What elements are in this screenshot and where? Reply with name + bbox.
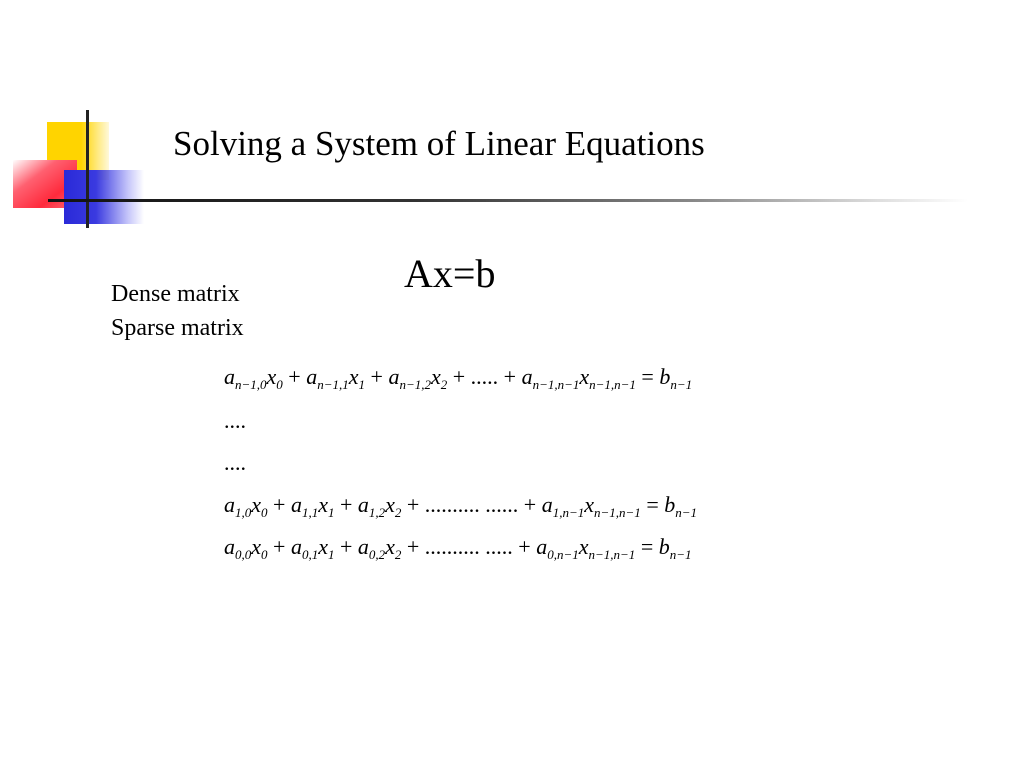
main-equation: Ax=b [404,251,496,296]
title-underline [48,199,968,202]
term-dense-matrix: Dense matrix [111,281,240,307]
equation-row-n-minus-1: $a_{n-1,0}x_0 + a_{n-1,1}x_1 + a_{n-1,2}x_2$ + ..... + $a_{n-1,n-1}x_{n-1,n-1} = b_{n-1}$ [224,364,693,392]
slide-logo-decoration [0,0,160,240]
equation-ellipsis: .... [224,408,246,433]
logo-blue-square [64,170,144,224]
logo-vertical-line [86,110,89,228]
matrix-types-list [111,277,244,345]
equation-ellipsis: .... [224,450,246,475]
slide-title: Solving a System of Linear Equations [173,124,705,163]
equation-row-0: $a_{0,0}x_0 + a_{0,1}x_1 + a_{0,2}x_2$ + .......... ..... + $a_{0,n-1}x_{n-1,n-1} = b_{n-1}$ [224,534,692,562]
equation-row-1: $a_{1,0}x_0 + a_{1,1}x_1 + a_{1,2}x_2$ + .......... ...... + $a_{1,n-1}x_{n-1,n-1} = b_{n-1}$ [224,492,698,520]
term-sparse-matrix: Sparse matrix [111,315,244,341]
